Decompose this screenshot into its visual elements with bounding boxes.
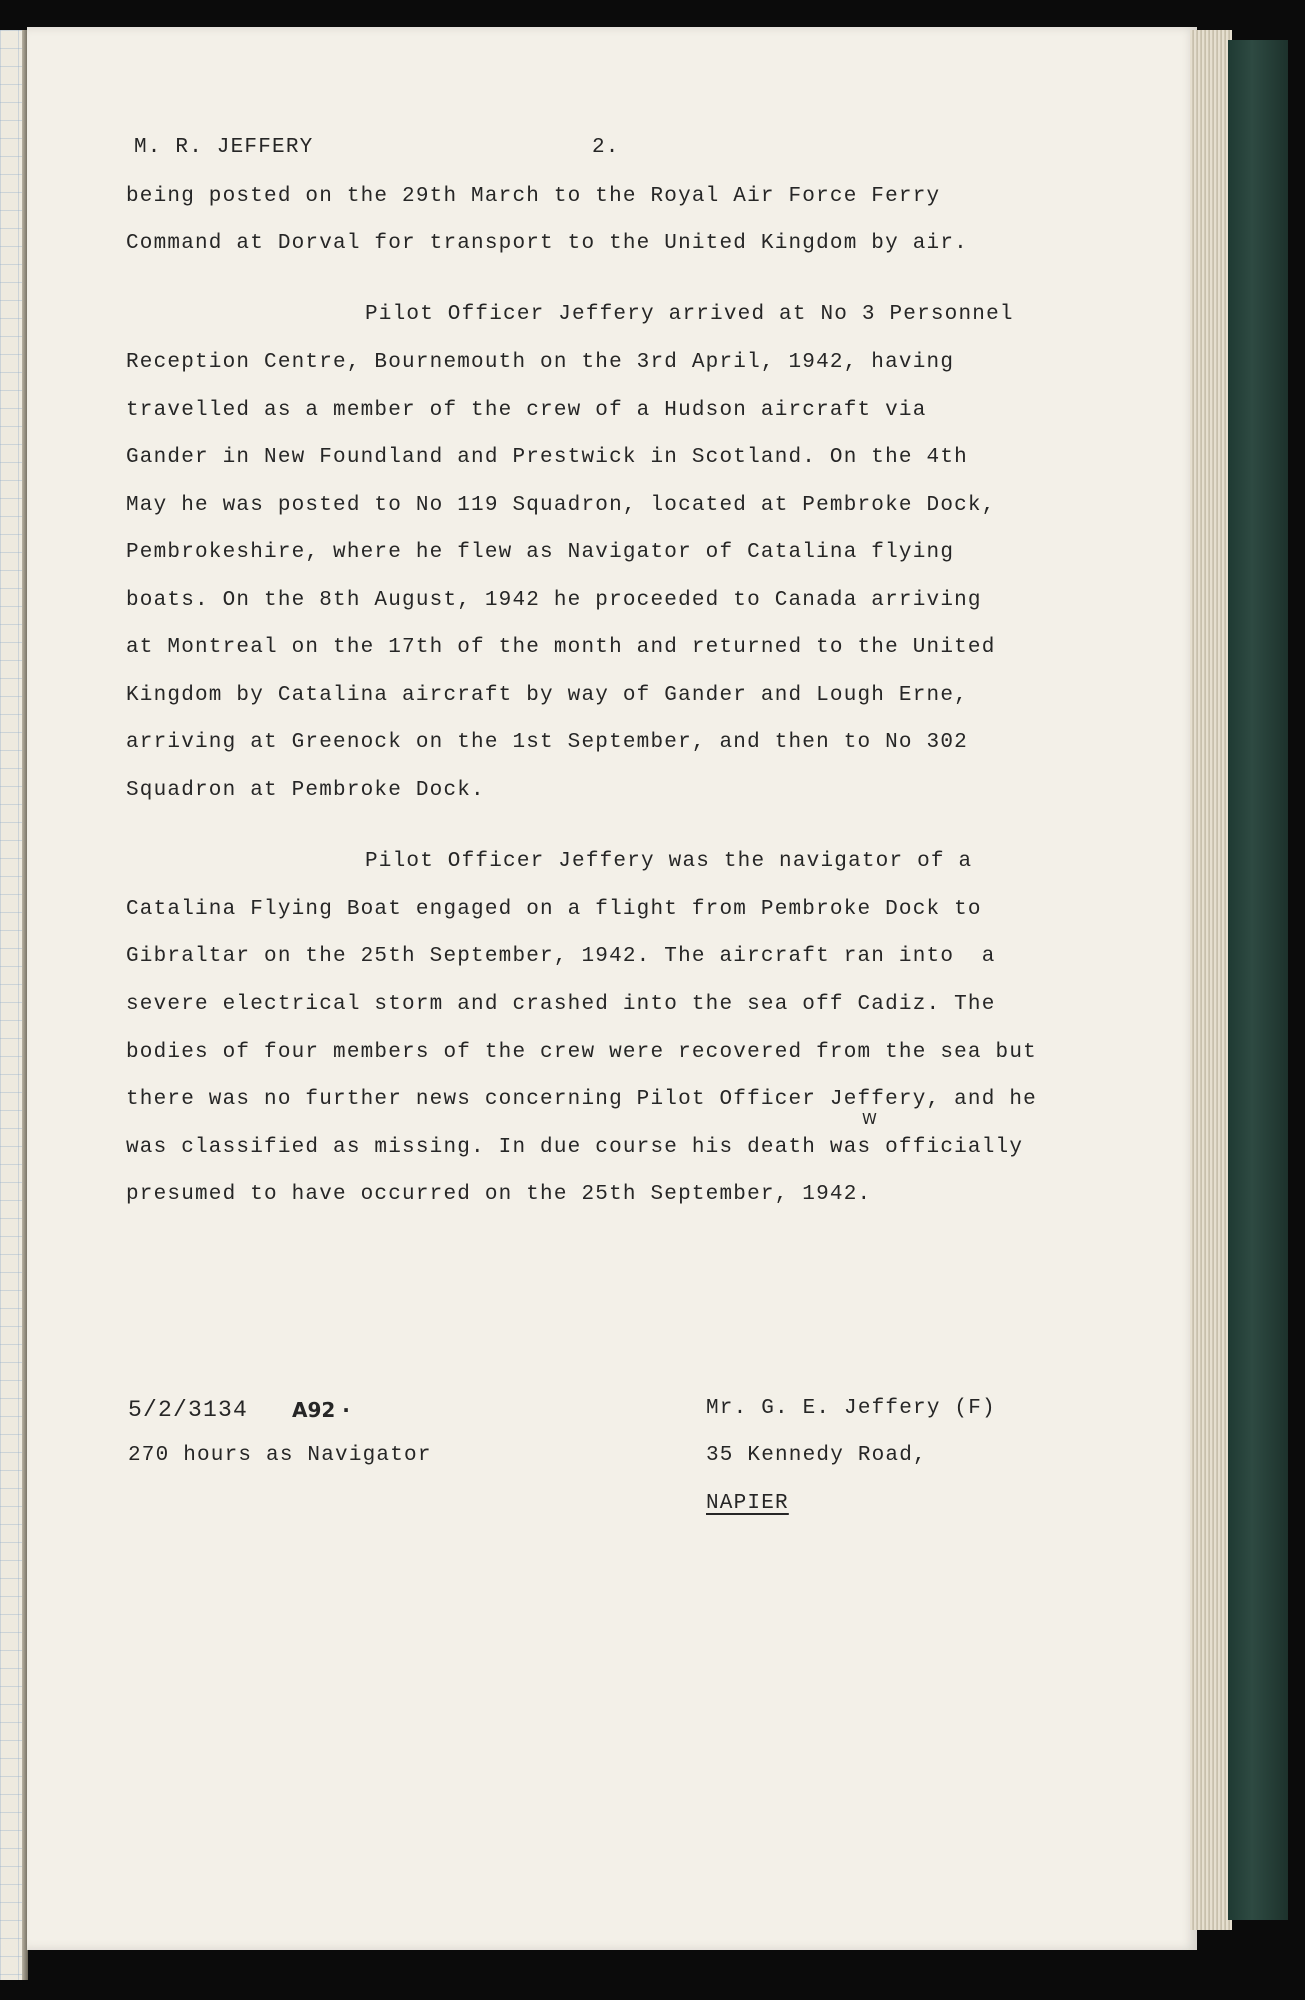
address-line: 35 Kennedy Road,: [706, 1444, 927, 1467]
book-cover: [1228, 40, 1288, 1920]
flying-hours: 270 hours as Navigator: [128, 1444, 432, 1467]
text-line: was classified as missing. In due course his death was officially: [126, 1136, 1024, 1159]
header-name: M. R. JEFFERY: [134, 136, 314, 159]
text-line: boats. On the 8th August, 1942 he proceeded to Canada arriving: [126, 589, 982, 612]
reference-number: 5/2/3134: [128, 1397, 249, 1423]
text-line: Squadron at Pembroke Dock.: [126, 779, 485, 802]
text-line: arriving at Greenock on the 1st September, and then to No 302: [126, 731, 968, 754]
text-line: travelled as a member of the crew of a Hudson aircraft via: [126, 399, 927, 422]
text-line: May he was posted to No 119 Squadron, located at Pembroke Dock,: [126, 494, 996, 517]
text-line: presumed to have occurred on the 25th September, 1942.: [126, 1183, 872, 1206]
address-city: NAPIER: [706, 1492, 789, 1515]
text-line: Pilot Officer Jeffery arrived at No 3 Personnel: [365, 303, 1014, 326]
text-line: Gibraltar on the 25th September, 1942. The aircraft ran into a: [126, 945, 996, 968]
next-of-kin: Mr. G. E. Jeffery (F): [706, 1397, 996, 1420]
text-line: being posted on the 29th March to the Royal Air Force Ferry: [126, 185, 941, 208]
text-line: Catalina Flying Boat engaged on a flight from Pembroke Dock to: [126, 898, 982, 921]
text-line: Kingdom by Catalina aircraft by way of Gander and Lough Erne,: [126, 684, 968, 707]
text-line: there was no further news concerning Pilot Officer Jeffery, and he: [126, 1088, 1037, 1111]
text-line: Gander in New Foundland and Prestwick in Scotland. On the 4th: [126, 446, 968, 469]
handwritten-code: A92 ·: [292, 1398, 350, 1422]
page-stack-edge: [1190, 30, 1232, 1930]
handwritten-correction: W: [862, 1110, 877, 1128]
text-line: severe electrical storm and crashed into the sea off Cadiz. The: [126, 993, 996, 1016]
text-line: Reception Centre, Bournemouth on the 3rd April, 1942, having: [126, 351, 955, 374]
text-line: at Montreal on the 17th of the month and returned to the United: [126, 636, 996, 659]
text-line: Command at Dorval for transport to the United Kingdom by air.: [126, 232, 968, 255]
text-line: Pembrokeshire, where he flew as Navigator of Catalina flying: [126, 541, 955, 564]
page-number: 2.: [592, 136, 620, 159]
text-line: bodies of four members of the crew were recovered from the sea but: [126, 1041, 1037, 1064]
text-line: Pilot Officer Jeffery was the navigator of a: [365, 850, 973, 873]
